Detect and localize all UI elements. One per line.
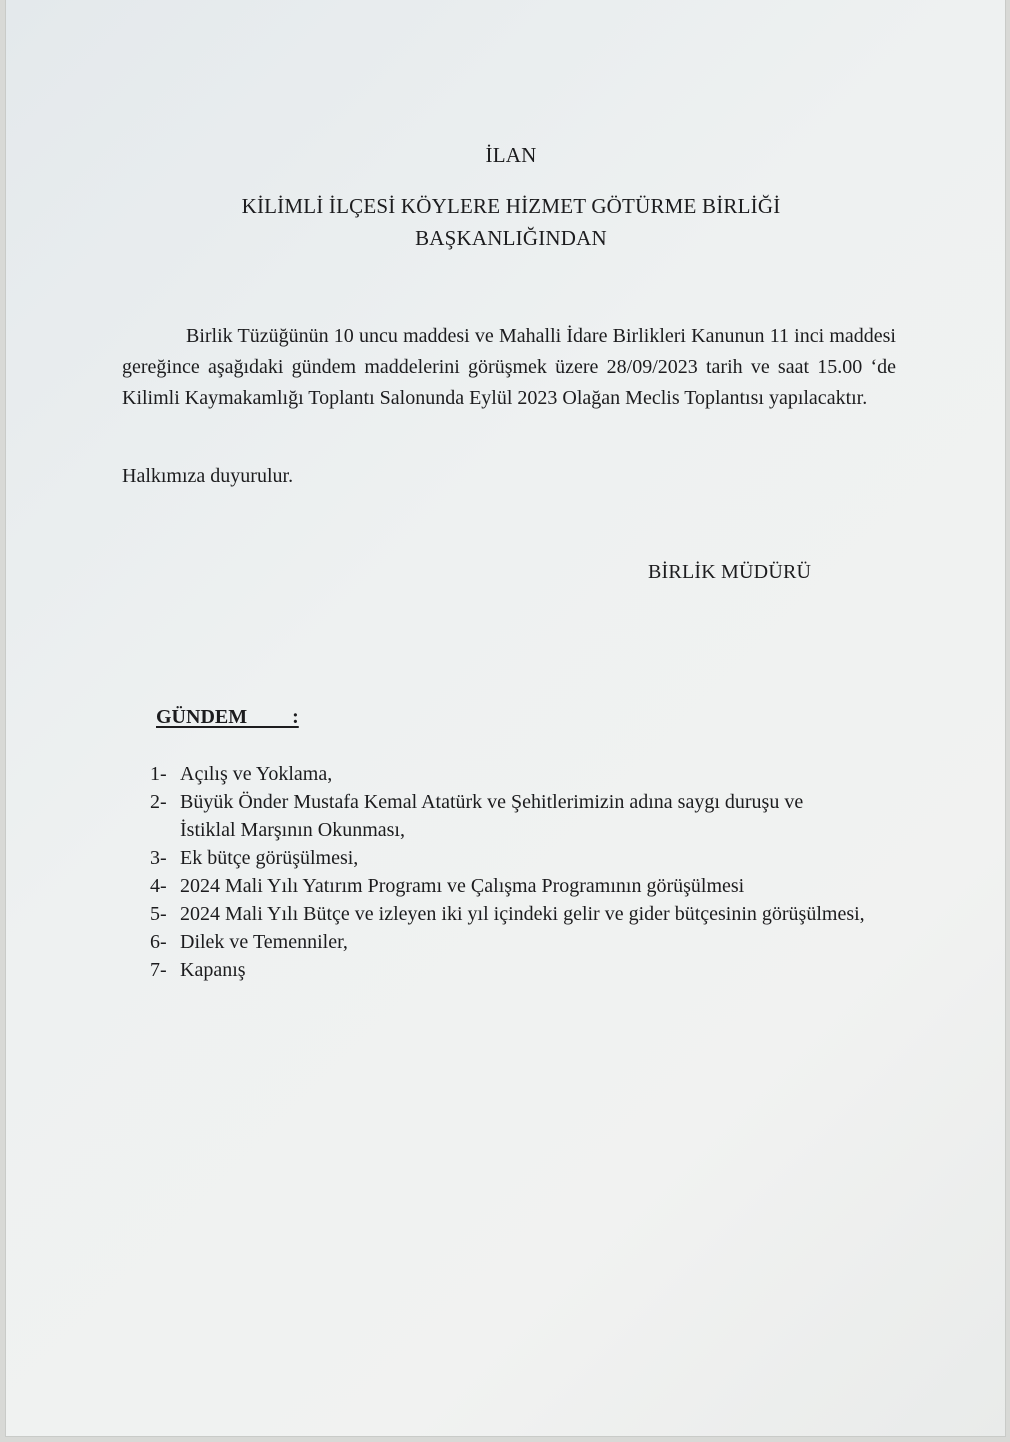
agenda-item: [150, 788, 890, 844]
document-heading: İLAN: [485, 143, 537, 167]
agenda-item: [150, 844, 890, 872]
agenda-item-text: Büyük Önder Mustafa Kemal Atatürk ve Şehitlerimizin adına saygı duruşu ve İstiklal Marşının Okunması,: [180, 791, 804, 841]
agenda-item-text: Ek bütçe görüşülmesi,: [180, 847, 359, 869]
organization-title-line1: KİLİMLİ İLÇESİ KÖYLERE HİZMET GÖTÜRME BİRLİĞİ: [241, 194, 781, 218]
agenda-item-number: 3-: [150, 847, 167, 869]
agenda-item-number: 2-: [150, 791, 167, 813]
agenda-item-number: 5-: [150, 903, 167, 925]
announcement-paragraph: [122, 321, 896, 414]
organization-title-line2: BAŞKANLIĞINDAN: [415, 226, 607, 250]
agenda-item: [150, 928, 890, 956]
agenda-heading: GÜNDEM :: [156, 706, 299, 728]
agenda-item-text: 2024 Mali Yılı Bütçe ve izleyen iki yıl içindeki gelir ve gider bütçesinin görüşülmesi,: [180, 903, 865, 925]
agenda-item: [150, 900, 890, 928]
agenda-item-number: 7-: [150, 959, 167, 981]
agenda-list: [150, 760, 890, 984]
agenda-item-number: 1-: [150, 763, 167, 785]
public-notice: Halkımıza duyurulur.: [122, 465, 294, 487]
agenda-item-text: Açılış ve Yoklama,: [180, 763, 333, 785]
agenda-item-text: 2024 Mali Yılı Yatırım Programı ve Çalışma Programının görüşülmesi: [180, 875, 745, 897]
agenda-item: [150, 872, 890, 900]
signer-title: BİRLİK MÜDÜRÜ: [648, 561, 812, 583]
announcement-text: Birlik Tüzüğünün 10 uncu maddesi ve Mahalli İdare Birlikleri Kanunun 11 inci maddesi gereğince aşağıdaki gündem maddelerini görüşmek üzere 28/09/2023 tarih ve saat 15.00 ‘de Kilimli Kaymakamlığı Toplantı Salonunda Eylül 2023 Olağan Meclis Toplantısı yapılacaktır.: [122, 325, 896, 409]
agenda-item: [150, 760, 890, 788]
agenda-item-text: Kapanış: [180, 959, 246, 981]
document-page: [6, 0, 1005, 1436]
agenda-item-number: 6-: [150, 931, 167, 953]
agenda-item-number: 4-: [150, 875, 167, 897]
agenda-item: [150, 956, 890, 984]
agenda-item-text: Dilek ve Temenniler,: [180, 931, 348, 953]
